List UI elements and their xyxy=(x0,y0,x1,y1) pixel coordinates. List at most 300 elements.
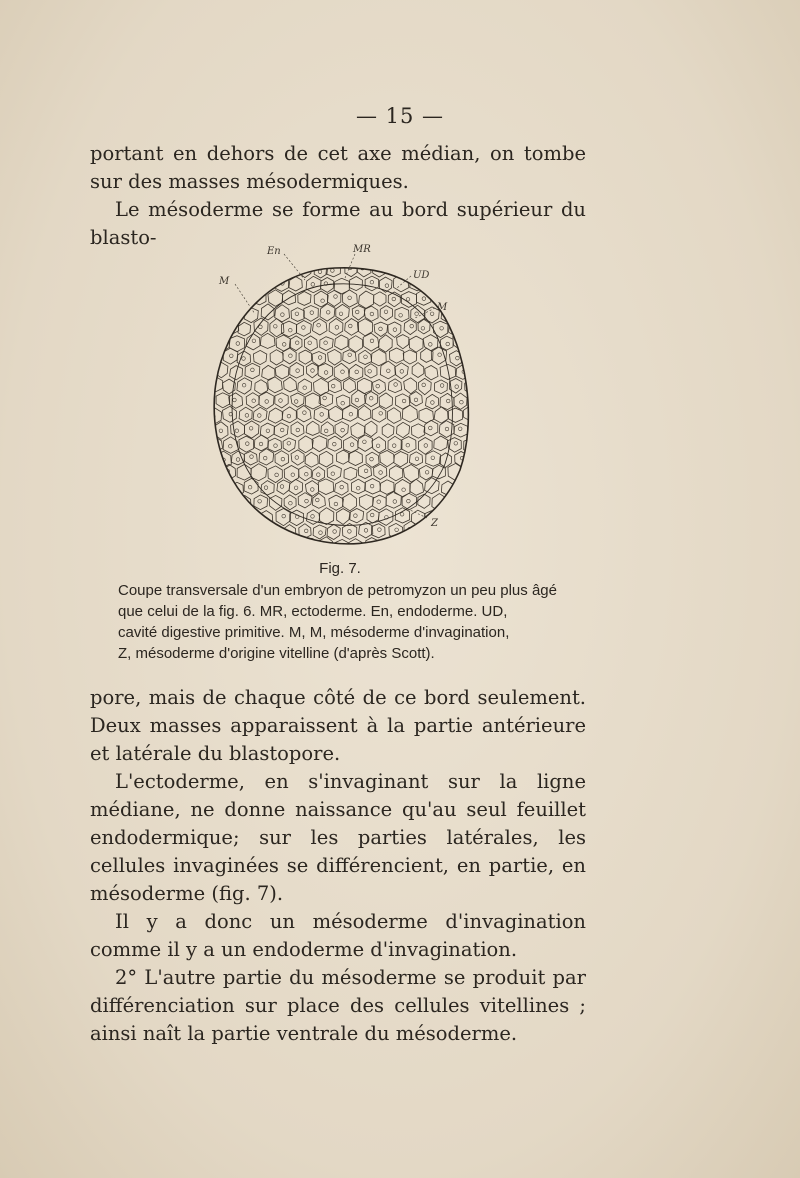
cell-shape xyxy=(440,276,452,290)
cell-shape xyxy=(447,290,462,306)
cell-nucleus xyxy=(219,313,223,317)
cell-nucleus xyxy=(294,486,298,490)
cell-nucleus xyxy=(349,412,353,416)
cell-shape xyxy=(344,378,356,393)
cell-shape xyxy=(359,495,373,510)
cell-nucleus xyxy=(311,544,315,548)
cell-nucleus xyxy=(429,343,433,347)
paragraph: Il y a donc un mésoderme d'invagination comme il y a un endoderme d'invagination. xyxy=(90,910,586,961)
cell-nucleus xyxy=(321,299,325,303)
cell-nucleus xyxy=(280,428,284,432)
cell-nucleus xyxy=(335,326,339,330)
cell-shape xyxy=(275,365,289,380)
label-mr: MR xyxy=(353,244,371,255)
cell-nucleus xyxy=(363,440,367,444)
cell-nucleus xyxy=(348,296,352,300)
cell-shape xyxy=(261,304,274,320)
cell-shape xyxy=(237,523,250,537)
cell-nucleus xyxy=(456,356,460,360)
cell-nucleus xyxy=(459,545,463,549)
cell-nucleus xyxy=(395,528,399,532)
cell-nucleus xyxy=(446,399,450,403)
cell-nucleus xyxy=(402,399,406,403)
cell-nucleus xyxy=(341,428,345,432)
cell-nucleus xyxy=(303,386,307,390)
cell-shape xyxy=(246,393,259,408)
cell-nucleus xyxy=(415,312,419,316)
cell-nucleus xyxy=(385,284,389,288)
cell-nucleus xyxy=(263,456,267,460)
cell-shape xyxy=(312,467,325,481)
cell-nucleus xyxy=(242,383,246,387)
cell-shape xyxy=(412,510,426,526)
cell-nucleus xyxy=(323,396,327,400)
cell-nucleus xyxy=(446,342,450,346)
cell-shape xyxy=(231,277,244,292)
cell-nucleus xyxy=(289,354,293,358)
cell-shape xyxy=(432,262,448,279)
cell-nucleus xyxy=(251,545,255,549)
cell-shape xyxy=(239,291,253,306)
cell-nucleus xyxy=(213,443,217,447)
cell-shape xyxy=(389,466,403,481)
cell-nucleus xyxy=(295,312,299,316)
cell-nucleus xyxy=(415,457,419,461)
cell-shape xyxy=(275,451,289,467)
cell-shape xyxy=(319,537,333,553)
cell-shape xyxy=(453,333,468,350)
cell-shape xyxy=(244,421,259,438)
cell-nucleus xyxy=(431,541,435,545)
cell-nucleus xyxy=(445,283,449,287)
cell-shape xyxy=(461,523,475,539)
cell-nucleus xyxy=(384,546,388,550)
cell-nucleus xyxy=(376,384,380,388)
cell-nucleus xyxy=(370,339,374,343)
cell-nucleus xyxy=(393,328,397,332)
cell-shape xyxy=(380,306,392,321)
cell-nucleus xyxy=(466,471,470,475)
cell-nucleus xyxy=(311,515,315,519)
cell-shape xyxy=(374,322,388,336)
cell-nucleus xyxy=(229,444,233,448)
cell-nucleus xyxy=(291,473,295,477)
cell-shape xyxy=(365,364,377,378)
cell-nucleus xyxy=(429,426,433,430)
cell-shape xyxy=(462,349,475,366)
cell-nucleus xyxy=(392,444,396,448)
cell-nucleus xyxy=(341,370,345,374)
cell-nucleus xyxy=(275,473,279,477)
cell-nucleus xyxy=(288,268,292,272)
cell-shape xyxy=(328,349,342,365)
cell-shape xyxy=(380,480,394,495)
cell-shape xyxy=(209,291,221,305)
cell-nucleus xyxy=(468,501,472,505)
cell-nucleus xyxy=(474,399,475,403)
cell-nucleus xyxy=(370,513,374,517)
cell-shape xyxy=(327,524,340,539)
cell-nucleus xyxy=(455,385,459,389)
cell-shape xyxy=(455,278,468,294)
cell-shape xyxy=(387,408,401,424)
cell-nucleus xyxy=(392,268,396,272)
cell-shape xyxy=(214,307,228,322)
cell-nucleus xyxy=(213,468,217,472)
cell-shape xyxy=(254,318,268,335)
cell-nucleus xyxy=(364,529,368,533)
cell-shape xyxy=(434,436,448,451)
cell-nucleus xyxy=(274,325,278,329)
cell-shape xyxy=(439,509,453,525)
cell-shape xyxy=(351,423,365,438)
cell-shape xyxy=(378,335,392,352)
cell-nucleus xyxy=(355,370,359,374)
cell-nucleus xyxy=(311,369,315,373)
cell-nucleus xyxy=(354,514,358,518)
figure-number: Fig. 7. xyxy=(319,560,361,577)
caption-line: que celui de la fig. 6. MR, ectoderme. En, endoderme. UD, xyxy=(118,603,508,620)
cell-nucleus xyxy=(453,268,457,272)
cell-nucleus xyxy=(355,310,359,314)
cell-shape xyxy=(252,523,265,537)
cell-nucleus xyxy=(350,443,354,447)
cell-nucleus xyxy=(264,486,268,490)
cell-shape xyxy=(342,494,356,511)
cell-shape xyxy=(259,539,274,555)
cell-shape xyxy=(389,348,403,363)
cell-nucleus xyxy=(437,531,441,535)
cell-nucleus xyxy=(355,546,359,550)
cell-shape xyxy=(419,523,432,539)
cell-nucleus xyxy=(379,412,383,416)
cell-nucleus xyxy=(302,326,306,330)
cell-shape xyxy=(410,392,423,407)
cell-shape xyxy=(367,509,379,523)
cell-nucleus xyxy=(348,353,352,357)
cell-nucleus xyxy=(274,444,278,448)
cell-nucleus xyxy=(462,312,466,316)
cell-nucleus xyxy=(428,281,432,285)
cell-nucleus xyxy=(421,327,425,331)
cell-nucleus xyxy=(213,269,217,273)
cell-shape xyxy=(426,451,441,466)
cell-shape xyxy=(371,349,386,365)
cell-nucleus xyxy=(422,383,426,387)
cell-shape xyxy=(222,292,237,309)
cell-nucleus xyxy=(370,457,374,461)
cell-nucleus xyxy=(219,429,223,433)
cell-nucleus xyxy=(454,442,458,446)
paragraph: 2° L'autre partie du mésoderme se produit par différenciation sur place des cellules vitellines ; ainsi naît la partie ventrale du mésoderme. xyxy=(90,966,586,1045)
cell-nucleus xyxy=(317,323,321,327)
cell-shape xyxy=(372,437,386,453)
cell-nucleus xyxy=(425,471,429,475)
cell-nucleus xyxy=(259,325,263,329)
cell-shape xyxy=(469,276,475,292)
cell-shape xyxy=(298,292,311,306)
cell-nucleus xyxy=(324,371,328,375)
cell-shape xyxy=(208,494,220,508)
cell-shape xyxy=(471,538,475,552)
cell-shape xyxy=(291,422,304,437)
cell-shape xyxy=(238,322,251,336)
label-ud: UD xyxy=(413,270,430,281)
cell-nucleus xyxy=(258,414,262,418)
cell-shape xyxy=(299,350,312,364)
cell-shape xyxy=(329,319,343,336)
cell-nucleus xyxy=(349,324,353,328)
cell-nucleus xyxy=(370,280,374,284)
cell-nucleus xyxy=(250,455,254,459)
cell-shape xyxy=(365,392,378,407)
cell-shape xyxy=(251,464,267,481)
cell-shape xyxy=(231,451,244,465)
cell-shape xyxy=(440,364,456,379)
cell-nucleus xyxy=(305,499,309,503)
cell-shape xyxy=(394,452,408,467)
cell-nucleus xyxy=(440,384,444,388)
cell-shape xyxy=(215,479,229,495)
cell-shape xyxy=(471,365,475,382)
cell-shape xyxy=(470,334,475,350)
cell-nucleus xyxy=(233,398,237,402)
cell-nucleus xyxy=(414,281,418,285)
cell-shape xyxy=(216,393,230,408)
cell-nucleus xyxy=(422,297,426,301)
cell-nucleus xyxy=(324,429,328,433)
cell-shape xyxy=(291,308,304,322)
cell-nucleus xyxy=(430,312,434,316)
cell-nucleus xyxy=(221,545,225,549)
cell-shape xyxy=(245,363,260,379)
cell-nucleus xyxy=(410,324,414,328)
cell-nucleus xyxy=(266,429,270,433)
cell-shape xyxy=(305,452,318,467)
cell-shape xyxy=(229,393,243,408)
cell-nucleus xyxy=(333,442,337,446)
label-en: En xyxy=(267,246,281,257)
cell-nucleus xyxy=(468,530,472,534)
cell-shape xyxy=(366,452,379,467)
cell-nucleus xyxy=(424,444,428,448)
cell-shape xyxy=(304,306,319,322)
paragraph: Le mésoderme se forme au bord supérieur du blasto- xyxy=(90,198,586,249)
label-z: Z xyxy=(431,518,438,529)
cell-shape xyxy=(426,536,440,552)
cell-shape xyxy=(328,436,342,451)
cell-shape xyxy=(343,290,358,307)
cell-nucleus xyxy=(282,514,286,518)
cell-nucleus xyxy=(407,499,411,503)
cell-shape xyxy=(244,308,258,323)
cell-shape xyxy=(464,495,475,510)
cell-nucleus xyxy=(324,341,328,345)
cell-shape xyxy=(223,437,238,454)
cell-shape xyxy=(449,262,464,278)
cell-shape xyxy=(418,494,430,508)
cell-shape xyxy=(244,478,258,494)
cell-shape xyxy=(455,305,470,321)
cell-nucleus xyxy=(393,500,397,504)
cell-shape xyxy=(327,290,341,306)
cell-nucleus xyxy=(316,498,320,502)
cell-shape xyxy=(412,363,424,378)
cell-nucleus xyxy=(227,529,231,533)
cell-nucleus xyxy=(423,530,427,534)
cell-nucleus xyxy=(282,343,286,347)
cell-shape xyxy=(455,538,469,553)
cell-shape xyxy=(299,436,313,453)
cell-nucleus xyxy=(452,500,456,504)
cell-nucleus xyxy=(458,427,462,431)
figure-caption xyxy=(118,580,588,664)
cell-shape xyxy=(268,438,282,452)
cell-shape xyxy=(291,450,304,465)
cell-shape xyxy=(208,525,220,539)
cell-shape xyxy=(335,539,349,554)
cell-nucleus xyxy=(407,271,411,275)
cell-nucleus xyxy=(331,384,335,388)
cell-shape xyxy=(312,436,327,452)
caption-line: Z, mésoderme d'origine vitelline (d'après Scott). xyxy=(118,645,435,662)
cell-nucleus xyxy=(379,471,383,475)
cell-nucleus xyxy=(392,297,396,301)
cell-shape xyxy=(276,538,288,552)
cell-shape xyxy=(404,378,417,394)
cell-nucleus xyxy=(311,488,315,492)
cell-shape xyxy=(245,277,259,291)
cell-shape xyxy=(365,421,377,437)
cell-shape xyxy=(306,276,321,292)
cell-shape xyxy=(245,538,260,556)
cell-shape xyxy=(359,350,372,364)
cell-nucleus xyxy=(474,311,475,315)
cell-shape xyxy=(267,263,280,279)
cell-shape xyxy=(318,364,333,380)
cell-nucleus xyxy=(341,401,345,405)
cell-nucleus xyxy=(355,398,359,402)
cell-nucleus xyxy=(406,298,410,302)
cell-nucleus xyxy=(229,326,233,330)
cell-nucleus xyxy=(257,527,261,531)
cell-shape xyxy=(337,450,350,464)
cell-shape xyxy=(319,451,333,467)
cell-shape xyxy=(379,277,392,292)
cell-nucleus xyxy=(378,528,382,532)
cell-shape xyxy=(425,366,438,380)
paragraph: pore, mais de chaque côté de ce bord seulement. Deux masses apparaissent à la partie antérieure et latérale du blastopore. xyxy=(90,686,586,765)
cell-nucleus xyxy=(387,369,391,373)
cell-shape xyxy=(403,350,417,364)
paragraph: portant en dehors de cet axe médian, on tombe sur des masses mésodermiques. xyxy=(90,142,586,193)
cell-shape xyxy=(395,508,410,523)
cell-shape xyxy=(469,392,475,409)
cell-shape xyxy=(239,436,254,452)
cell-shape xyxy=(210,464,224,479)
cell-nucleus xyxy=(258,500,262,504)
cell-nucleus xyxy=(348,530,352,534)
cell-shape xyxy=(463,263,475,279)
cell-nucleus xyxy=(318,356,322,360)
cell-shape xyxy=(283,262,296,276)
cell-nucleus xyxy=(211,297,215,301)
caption-line: cavité digestive primitive. M, M, mésoderme d'invagination, xyxy=(118,624,510,641)
cell-shape xyxy=(305,393,320,409)
cell-shape xyxy=(284,377,297,392)
cell-shape xyxy=(379,393,392,409)
cell-nucleus xyxy=(289,328,293,332)
cell-shape xyxy=(260,333,275,348)
cell-shape xyxy=(329,495,344,510)
cell-nucleus xyxy=(308,341,312,345)
cell-shape xyxy=(344,437,359,453)
cell-shape xyxy=(470,508,475,525)
cell-shape xyxy=(207,321,221,337)
cell-shape xyxy=(313,525,326,539)
cell-nucleus xyxy=(384,310,388,314)
cell-shape xyxy=(318,479,333,495)
cell-shape xyxy=(224,261,237,277)
cell-shape xyxy=(365,538,378,552)
cell-shape xyxy=(440,453,452,468)
cell-nucleus xyxy=(377,500,381,504)
cell-shape xyxy=(208,351,221,366)
cell-nucleus xyxy=(445,545,449,549)
cell-nucleus xyxy=(259,442,263,446)
cell-nucleus xyxy=(294,400,298,404)
cell-nucleus xyxy=(340,485,344,489)
cell-nucleus xyxy=(273,530,277,534)
cell-nucleus xyxy=(339,312,343,316)
cell-nucleus xyxy=(460,400,464,404)
cell-shape xyxy=(229,537,243,554)
cell-nucleus xyxy=(229,502,233,506)
cell-nucleus xyxy=(219,485,223,489)
label-m-right: M xyxy=(437,302,448,313)
label-m-left: M xyxy=(219,276,230,287)
cell-shape xyxy=(350,509,364,523)
cell-shape xyxy=(426,394,439,409)
cell-nucleus xyxy=(369,396,373,400)
cell-shape xyxy=(253,350,266,364)
cell-nucleus xyxy=(356,486,360,490)
cell-nucleus xyxy=(295,341,299,345)
cell-nucleus xyxy=(311,283,315,287)
cell-shape xyxy=(254,495,268,510)
cell-nucleus xyxy=(296,428,300,432)
cell-shape xyxy=(270,350,283,365)
cell-shape xyxy=(448,525,462,539)
cell-shape xyxy=(465,320,475,335)
cell-shape xyxy=(358,406,371,421)
cell-nucleus xyxy=(460,514,464,518)
cell-nucleus xyxy=(252,399,256,403)
cell-nucleus xyxy=(249,516,253,520)
cell-shape xyxy=(382,424,394,438)
cell-nucleus xyxy=(281,313,285,317)
cell-nucleus xyxy=(440,327,444,331)
cell-shape xyxy=(349,336,363,353)
embryo-section-drawing xyxy=(205,240,475,560)
cell-shape xyxy=(395,363,409,379)
cell-nucleus xyxy=(376,444,380,448)
cell-shape xyxy=(260,277,274,291)
cell-shape xyxy=(253,407,267,422)
cell-shape xyxy=(410,539,423,553)
cell-shape xyxy=(412,424,425,438)
cell-shape xyxy=(462,466,475,481)
